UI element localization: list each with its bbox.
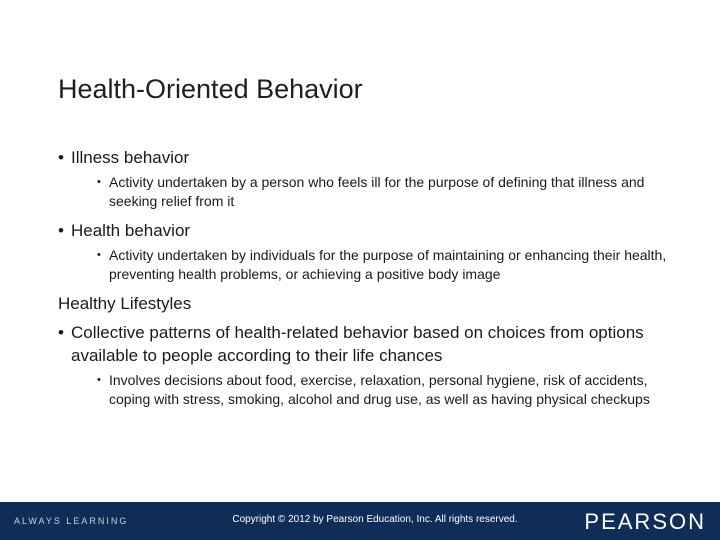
bullet-text: Collective patterns of health-related behavior based on choices from options available to people according to their life chances — [71, 323, 644, 365]
bullet-health-behavior — [58, 219, 668, 242]
bullet-icon: • — [58, 148, 64, 167]
bullet-collective-patterns — [58, 321, 668, 367]
footer-tagline: ALWAYS LEARNING — [14, 516, 129, 526]
bullet-icon: • — [97, 374, 101, 386]
sub-bullet-decisions — [97, 371, 668, 409]
bullet-icon: • — [97, 176, 101, 188]
sub-bullet-text: Activity undertaken by individuals for the purpose of maintaining or enhancing their health, preventing health problems, or achieving a positive body image — [109, 247, 667, 282]
sub-bullet-text: Activity undertaken by a person who feels ill for the purpose of defining that illness and seeking relief from it — [109, 174, 645, 209]
slide-title: Health-Oriented Behavior — [58, 74, 363, 104]
section-heading-healthy-lifestyles: Healthy Lifestyles — [58, 294, 192, 313]
footer-bar — [0, 502, 720, 540]
sub-bullet-text: Involves decisions about food, exercise, relaxation, personal hygiene, risk of accidents, coping with stress, smoking, alcohol and drug use, as well as having physical checkups — [109, 372, 650, 407]
footer-copyright: Copyright © 2012 by Pearson Education, Inc. All rights reserved. — [232, 514, 518, 525]
bullet-text: Health behavior — [71, 221, 191, 240]
sub-bullet-health-behavior — [97, 246, 668, 284]
bullet-icon: • — [97, 249, 101, 261]
bullet-text: Illness behavior — [71, 148, 190, 167]
bullet-illness-behavior — [58, 146, 668, 169]
slide-content — [58, 146, 668, 417]
bullet-icon: • — [58, 323, 64, 342]
sub-bullet-illness-behavior — [97, 173, 668, 211]
pearson-logo: PEARSON — [584, 509, 706, 534]
bullet-icon: • — [58, 221, 64, 240]
